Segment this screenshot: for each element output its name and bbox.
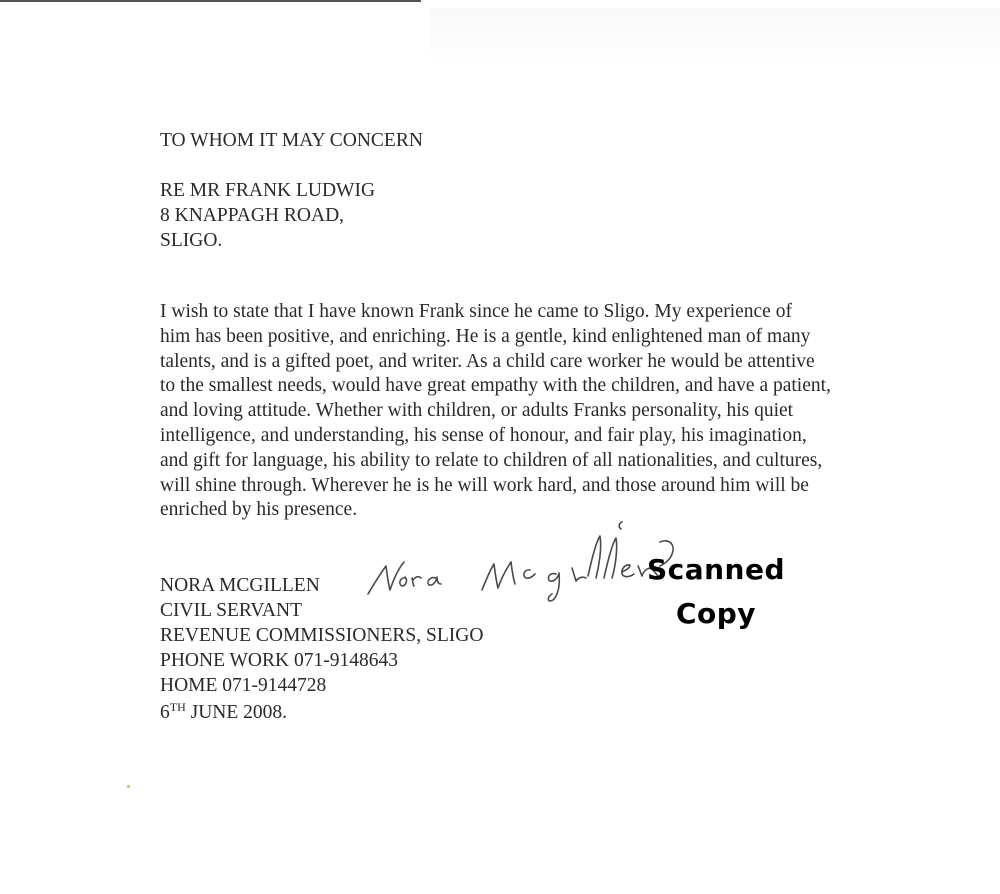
signatory-title: CIVIL SERVANT (160, 600, 302, 621)
scan-speck (127, 785, 130, 788)
stamp-line-1: Scanned (646, 553, 786, 586)
body-line: I wish to state that I have known Frank since he came to Sligo. My experience of (160, 301, 792, 322)
scanned-copy-stamp (636, 548, 796, 636)
scan-shading (430, 8, 1000, 68)
date-rest: JUNE 2008. (185, 702, 288, 723)
body-line: and gift for language, his ability to relate to children of all nationalities, and cultures, (160, 449, 823, 471)
address-line-1: 8 KNAPPAGH ROAD, (160, 205, 345, 226)
letter-date (160, 701, 287, 723)
date-suffix: TH (169, 700, 186, 714)
letter-body (160, 300, 920, 523)
body-line: talents, and is a gifted poet, and writer. As a child care worker he would be attentive (160, 350, 815, 372)
body-line: him has been positive, and enriching. He is a gentle, kind enlightened man of many (160, 325, 811, 347)
address-line-2: SLIGO. (160, 230, 223, 251)
body-line: will shine through. Wherever he is he will work hard, and those around him will be (160, 474, 809, 496)
body-line: to the smallest needs, would have great empathy with the children, and have a patient, (160, 375, 831, 397)
signatory-organisation: REVENUE COMMISSIONERS, SLIGO (160, 625, 484, 646)
phone-work: PHONE WORK 071-9148643 (160, 650, 398, 671)
body-line: and loving attitude. Whether with children, or adults Franks personality, his quiet (160, 400, 794, 422)
salutation: TO WHOM IT MAY CONCERN (160, 130, 423, 151)
top-edge-rule (0, 0, 421, 2)
phone-home: HOME 071-9144728 (160, 675, 327, 696)
stamp-line-2: Copy (675, 597, 757, 630)
signatory-name: NORA MCGILLEN (160, 575, 320, 596)
body-line: intelligence, and understanding, his sense of honour, and fair play, his imagination, (160, 424, 807, 446)
body-line: enriched by his presence. (160, 499, 358, 521)
date-day: 6 (160, 702, 170, 723)
re-line: RE MR FRANK LUDWIG (160, 180, 376, 201)
